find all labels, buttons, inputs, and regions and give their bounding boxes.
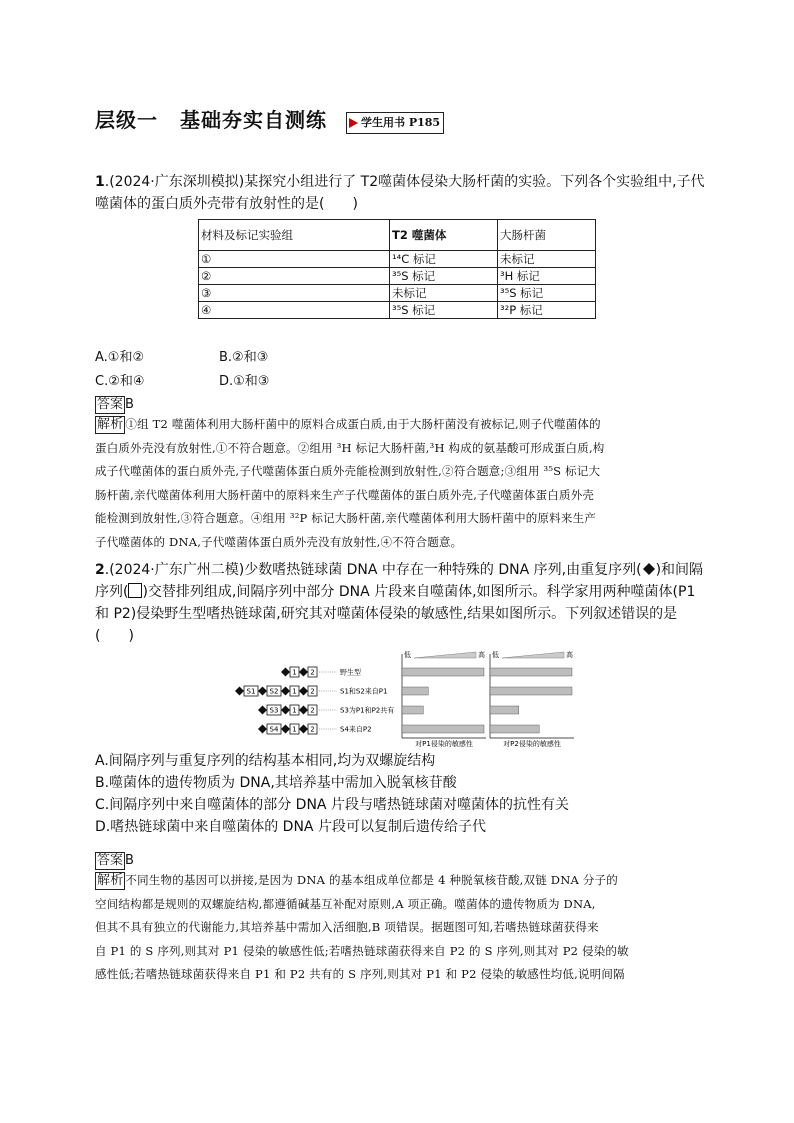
- option-c[interactable]: C.②和④: [95, 374, 145, 389]
- option-c[interactable]: C.间隔序列中来自噬菌体的部分 DNA 片段与嗜热链球菌对噬菌体的抗性有关: [95, 797, 569, 813]
- question-2-stem: [95, 559, 745, 647]
- repeat-diamond-icon: [281, 668, 290, 677]
- question-text: 序列(: [95, 584, 129, 600]
- scale-high-label: 高: [478, 651, 485, 659]
- option-b[interactable]: B.噬菌体的遗传物质为 DNA,其培养基中需加入脱氧核苷酸: [95, 775, 457, 791]
- question-2-options: [95, 750, 745, 838]
- table-row: [199, 285, 596, 302]
- spacer-label: S4: [269, 725, 279, 734]
- table-cell: ②: [199, 268, 390, 285]
- sensitivity-bar: [402, 725, 484, 733]
- table-header-cell: T2 噬菌体: [390, 220, 498, 251]
- question-number: 2: [95, 562, 105, 578]
- repeat-diamond-icon: [281, 706, 290, 715]
- analysis-line: 但其不具有独立的代谢能力,其培养基中需加入活细胞,B 项错误。据题图可知,若嗜热链球菌获得来: [95, 920, 599, 934]
- option-d[interactable]: D.嗜热链球菌中来自噬菌体的 DNA 片段可以复制后遗传给子代: [95, 819, 486, 835]
- scale-wedge: [502, 652, 564, 658]
- scale-high-label: 高: [566, 651, 573, 659]
- repeat-diamond-icon: [235, 687, 244, 696]
- repeat-diamond-icon: [299, 687, 308, 696]
- sensitivity-bar: [490, 687, 572, 695]
- analysis-line: 自 P1 的 S 序列,则其对 P1 侵染的敏感性低;若嗜热链球菌获得来自 P2 的 S 序列,则其对 P2 侵染的敏: [95, 943, 629, 958]
- table-row: [199, 268, 596, 285]
- option-d[interactable]: D.①和③: [219, 374, 270, 389]
- heading-title: 基础夯实自测练: [180, 108, 327, 132]
- repeat-diamond-icon: [299, 668, 308, 677]
- spacer-label: 2: [310, 706, 315, 715]
- sensitivity-bar: [490, 668, 572, 676]
- analysis-line: ①组 T2 噬菌体利用大肠杆菌中的原料合成蛋白质,由于大肠杆菌没有被标记,则子代噬菌体的: [125, 417, 601, 431]
- sensitivity-bar: [402, 706, 423, 714]
- answer-label: 答案: [97, 853, 124, 868]
- repeat-diamond-icon: [281, 687, 290, 696]
- spacer-label: 1: [292, 725, 297, 734]
- spacer-label: S2: [269, 687, 279, 696]
- scale-wedge: [414, 652, 476, 658]
- question-number: 1: [95, 174, 105, 190]
- question-text: 噬菌体的蛋白质外壳带有放射性的是( ): [95, 196, 358, 212]
- table-header-cell: 大肠杆菌: [498, 220, 596, 251]
- analysis-block: [95, 869, 725, 987]
- table-cell: ³⁵S 标记: [498, 285, 596, 302]
- question-text: )交替排列组成,间隔序列中部分 DNA 片段来自噬菌体,如图所示。科学家用两种噬菌体(P1: [142, 584, 696, 600]
- labeling-table: [198, 219, 596, 319]
- sensitivity-panels: [402, 650, 574, 748]
- spacer-label: S3: [269, 706, 279, 715]
- analysis-line: 蛋白质外壳没有放射性,①不符合题意。②组用 ³H 标记大肠杆菌,³H 构成的氨基酸可形成蛋白质,构: [95, 440, 605, 455]
- question-text: ( ): [95, 628, 134, 644]
- section-heading: [95, 104, 327, 133]
- sensitivity-bar: [490, 725, 539, 733]
- answer-line: [95, 849, 134, 870]
- spacer-label: 1: [292, 668, 297, 677]
- sensitivity-bar: [402, 668, 484, 676]
- spacer-label: 2: [310, 687, 315, 696]
- spacer-label: 2: [310, 668, 315, 677]
- repeat-diamond-icon: [299, 706, 308, 715]
- heading-level: 层级一: [95, 108, 158, 132]
- analysis-label: 解析: [97, 873, 124, 888]
- option-a[interactable]: A.间隔序列与重复序列的结构基本相同,均为双螺旋结构: [95, 753, 436, 769]
- table-cell: ³⁵S 标记: [390, 302, 498, 319]
- table-cell: ③: [199, 285, 390, 302]
- phage-sensitivity-figure: [232, 650, 572, 750]
- analysis-line: 成子代噬菌体的蛋白质外壳,子代噬菌体蛋白质外壳能检测到放射性,②符合题意;③组用 ³⁵S 标记大: [95, 464, 601, 478]
- answer-value: B: [125, 853, 134, 868]
- answer-line: [95, 393, 134, 414]
- answer-value: B: [125, 397, 134, 412]
- analysis-line: 能检测到放射性,③符合题意。④组用 ³²P 标记大肠杆菌,亲代噬菌体利用大肠杆菌中的原料来生产: [95, 511, 596, 525]
- repeat-diamond-icon: [281, 725, 290, 734]
- table-row: [199, 302, 596, 319]
- repeat-diamond-icon: [258, 687, 267, 696]
- ref-tag-label: 学生用书 P185: [361, 116, 441, 129]
- row-label: S1和S2来自P1: [340, 687, 388, 696]
- spacer-label: 1: [292, 687, 297, 696]
- question-text: .(2024·广东广州二模)少数嗜热链球菌 DNA 中存在一种特殊的 DNA 序列,由重复序列(: [104, 562, 642, 578]
- question-text: .(2024·广东深圳模拟)某探究小组进行了 T2噬菌体侵染大肠杆菌的实验。下列各个实验组中,子代: [104, 174, 705, 190]
- table-cell: 未标记: [498, 251, 596, 268]
- table-cell: ①: [199, 251, 390, 268]
- answer-label: 答案: [97, 397, 124, 412]
- sensitivity-bar: [402, 687, 428, 695]
- analysis-line: 肠杆菌,亲代噬菌体利用大肠杆菌中的原料来生产子代噬菌体的蛋白质外壳,子代噬菌体蛋白质外壳: [95, 487, 595, 502]
- repeat-diamond-icon: [642, 562, 656, 576]
- analysis-line: 子代噬菌体的 DNA,子代噬菌体蛋白质外壳没有放射性,④不符合题意。: [95, 534, 463, 549]
- spacer-square-icon: [128, 583, 142, 598]
- option-b[interactable]: B.②和③: [219, 350, 269, 365]
- analysis-line: 感性低;若嗜热链球菌获得来自 P1 和 P2 共有的 S 序列,则其对 P1 和 P2 侵染的敏感性均低,说明间隔: [95, 967, 625, 981]
- spacer-label: S1: [246, 687, 256, 696]
- row-label: S3为P1和P2共有: [340, 706, 395, 715]
- table-row: [199, 251, 596, 268]
- table-header-cell: 材料及标记实验组: [199, 220, 390, 251]
- repeat-diamond-icon: [258, 725, 267, 734]
- analysis-block: [95, 413, 715, 554]
- repeat-diamond-icon: [299, 725, 308, 734]
- sensitivity-bar: [490, 706, 519, 714]
- analysis-line: 空间结构都是规则的双螺旋结构,都遵循碱基互补配对原则,A 项正确。噬菌体的遗传物质为 DNA,: [95, 896, 596, 911]
- table-cell: ¹⁴C 标记: [390, 251, 498, 268]
- student-book-reference[interactable]: [346, 112, 444, 134]
- spacer-label: 1: [292, 706, 297, 715]
- panel-caption: 对P2侵染的敏感性: [503, 740, 561, 748]
- spacer-label: 2: [310, 725, 315, 734]
- repeat-diamond-icon: [258, 706, 267, 715]
- table-cell: ³H 标记: [498, 268, 596, 285]
- table-cell: ³⁵S 标记: [390, 268, 498, 285]
- question-text: )和间隔: [655, 562, 704, 578]
- table-header-row: [199, 220, 596, 251]
- row-label: 野生型: [340, 668, 361, 677]
- table-cell: ³²P 标记: [498, 302, 596, 319]
- scale-low-label: 低: [492, 651, 499, 659]
- question-1-stem: [95, 171, 735, 215]
- row-label: S4来自P2: [340, 725, 372, 734]
- analysis-label: 解析: [97, 417, 124, 432]
- table-cell: 未标记: [390, 285, 498, 302]
- panel-caption: 对P1侵染的敏感性: [415, 740, 473, 748]
- table-cell: ④: [199, 302, 390, 319]
- arrow-icon: [349, 118, 358, 128]
- option-a[interactable]: A.①和②: [95, 350, 145, 365]
- scale-low-label: 低: [404, 651, 411, 659]
- analysis-line: 不同生物的基因可以拼接,是因为 DNA 的基本组成单位都是 4 种脱氧核苷酸,双链 DNA 分子的: [125, 873, 618, 887]
- sequence-diagram: [235, 667, 394, 734]
- question-text: 和 P2)侵染野生型嗜热链球菌,研究其对噬菌体侵染的敏感性,结果如图所示。下列叙述错误的是: [95, 606, 678, 622]
